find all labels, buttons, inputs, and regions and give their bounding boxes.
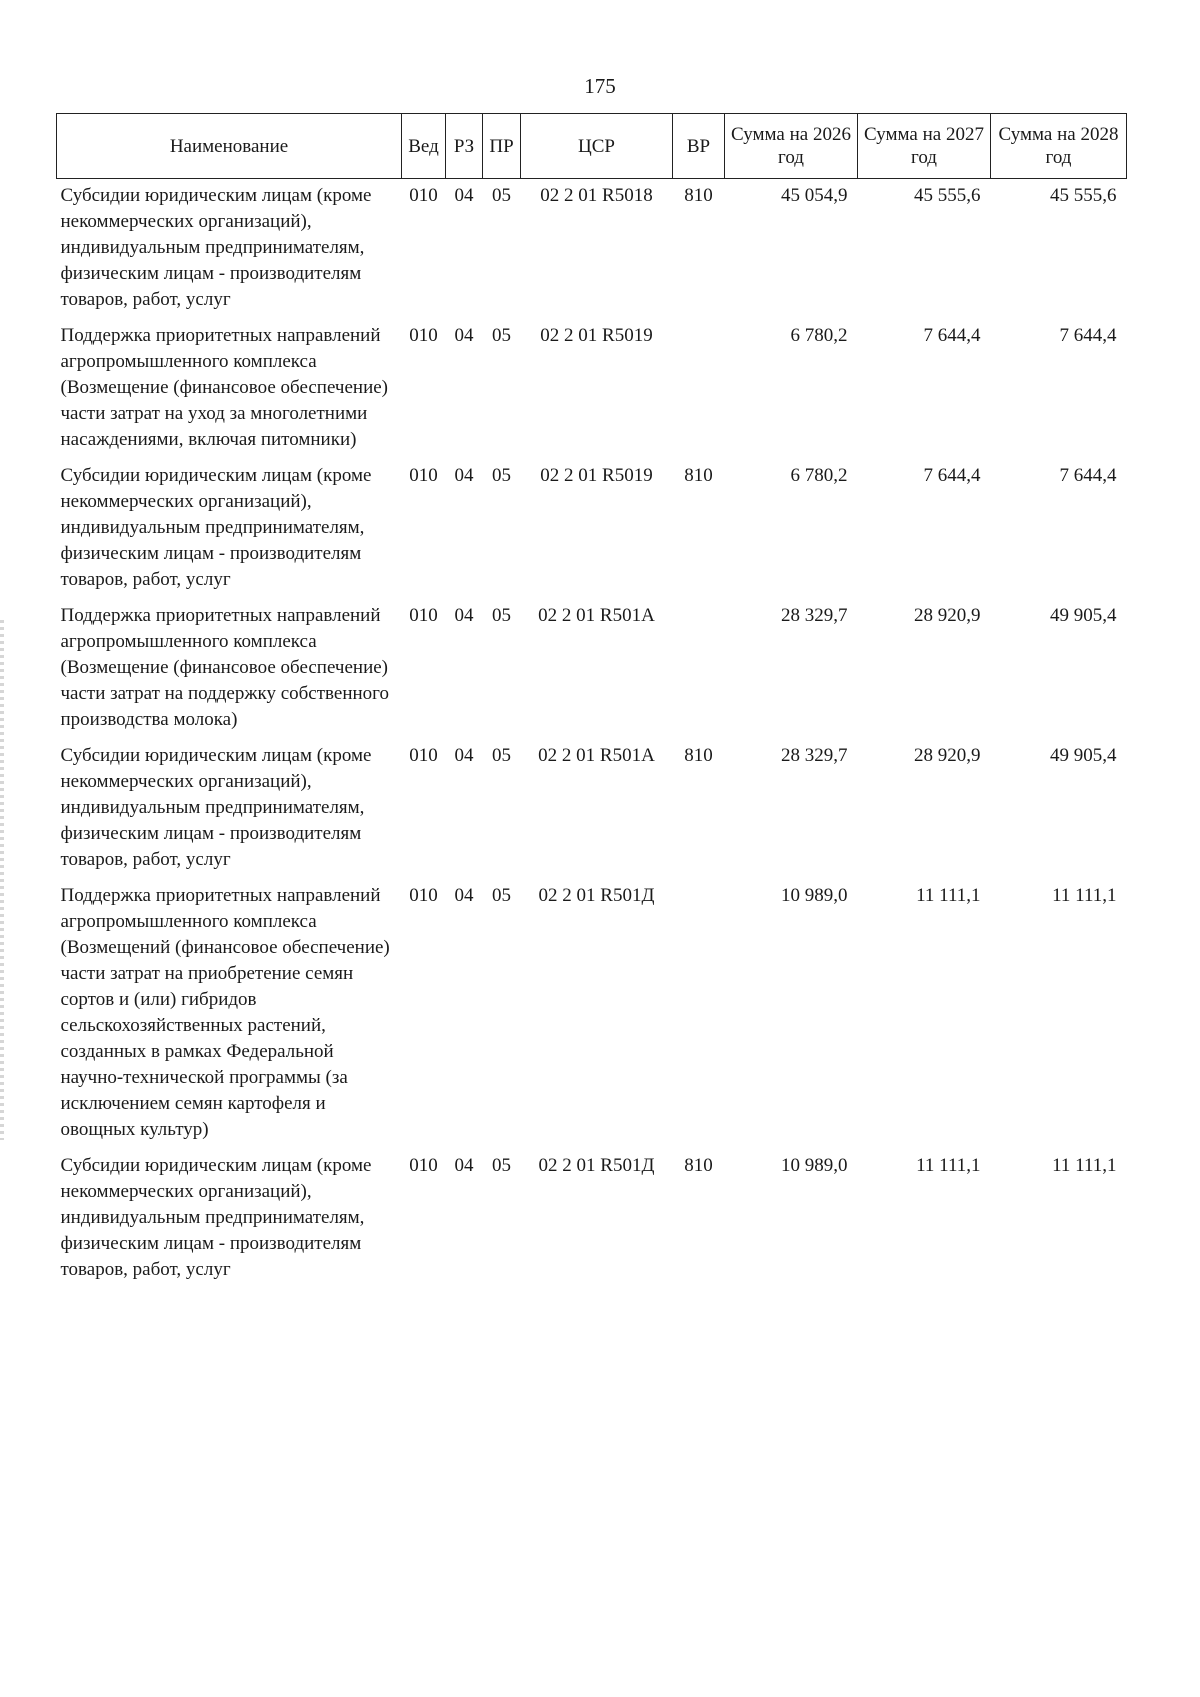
header-sum-2026: Сумма на 2026 год <box>725 114 858 179</box>
row-vr <box>677 599 721 603</box>
row-ved: 010 <box>409 185 438 206</box>
row-sum-2028: 7 644,4 <box>1059 325 1117 346</box>
row-csr: 02 2 01 R5018 <box>540 185 653 206</box>
table-row <box>57 739 1127 879</box>
header-name: Наименование <box>57 114 402 179</box>
row-sum-2027: 28 920,9 <box>914 745 981 766</box>
row-rz: 04 <box>454 1155 474 1176</box>
row-sum-2027: 11 111,1 <box>916 1155 981 1176</box>
row-sum-2026: 10 989,0 <box>781 1155 848 1176</box>
row-sum-2026: 6 780,2 <box>790 465 848 486</box>
table-row <box>57 599 1127 739</box>
row-name: Субсидии юридическим лицам (кроме некоммерческих организаций), индивидуальным предпринимателям, физическим лицам - производителям товаров, работ, услуг <box>60 1155 372 1280</box>
table-header <box>57 114 1127 179</box>
row-csr: 02 2 01 R5019 <box>540 325 653 346</box>
header-sum-2028: Сумма на 2028 год <box>991 114 1127 179</box>
table-row <box>57 879 1127 1149</box>
header-sum-2027: Сумма на 2027 год <box>858 114 991 179</box>
row-name: Субсидии юридическим лицам (кроме некоммерческих организаций), индивидуальным предпринимателям, физическим лицам - производителям товаров, работ, услуг <box>60 185 372 310</box>
row-pr: 05 <box>492 185 511 206</box>
row-pr: 05 <box>492 465 511 486</box>
row-sum-2026: 28 329,7 <box>781 745 848 766</box>
row-ved: 010 <box>409 885 438 906</box>
row-csr: 02 2 01 R501А <box>538 745 655 766</box>
table-row <box>57 1149 1127 1289</box>
row-rz: 04 <box>454 325 474 346</box>
row-sum-2027: 7 644,4 <box>923 325 981 346</box>
budget-table <box>56 113 1127 1289</box>
row-ved: 010 <box>409 465 438 486</box>
row-sum-2026: 10 989,0 <box>781 885 848 906</box>
row-vr: 810 <box>684 465 713 486</box>
row-sum-2027: 28 920,9 <box>914 605 981 626</box>
row-sum-2028: 7 644,4 <box>1059 465 1117 486</box>
table-row <box>57 179 1127 320</box>
row-name: Поддержка приоритетных направлений агропромышленного комплекса (Возмещение (финансовое обеспечение) части затрат на поддержку собственного производства молока) <box>60 605 389 730</box>
table-row <box>57 319 1127 459</box>
page-number: 175 <box>584 74 616 98</box>
header-ved: Вед <box>402 114 446 179</box>
row-sum-2026: 45 054,9 <box>781 185 848 206</box>
row-rz: 04 <box>454 745 474 766</box>
row-vr <box>677 879 721 883</box>
row-vr: 810 <box>684 185 713 206</box>
row-name: Субсидии юридическим лицам (кроме некоммерческих организаций), индивидуальным предпринимателям, физическим лицам - производителям товаров, работ, услуг <box>60 745 372 870</box>
row-name: Поддержка приоритетных направлений агропромышленного комплекса (Возмещений (финансовое обеспечение) части затрат на приобретение семян сортов и (или) гибридов сельскохозяйственных растений, созданных в рамках Федеральной научно-технической программы (за исключением семян картофеля и овощных культур) <box>60 885 390 1140</box>
row-pr: 05 <box>492 745 511 766</box>
row-sum-2026: 6 780,2 <box>790 325 848 346</box>
row-sum-2028: 45 555,6 <box>1050 185 1117 206</box>
row-pr: 05 <box>492 325 511 346</box>
row-csr: 02 2 01 R5019 <box>540 465 653 486</box>
row-sum-2028: 11 111,1 <box>1052 1155 1117 1176</box>
table-row <box>57 459 1127 599</box>
header-csr: ЦСР <box>521 114 673 179</box>
row-sum-2027: 45 555,6 <box>914 185 981 206</box>
row-name: Поддержка приоритетных направлений агропромышленного комплекса (Возмещение (финансовое обеспечение) части затрат на уход за многолетними насаждениями, включая питомники) <box>60 325 389 450</box>
row-rz: 04 <box>454 885 474 906</box>
row-rz: 04 <box>454 605 474 626</box>
row-rz: 04 <box>454 185 474 206</box>
row-sum-2028: 49 905,4 <box>1050 745 1117 766</box>
row-vr: 810 <box>684 745 713 766</box>
header-rz: РЗ <box>446 114 483 179</box>
row-sum-2027: 11 111,1 <box>916 885 981 906</box>
row-pr: 05 <box>492 885 511 906</box>
row-ved: 010 <box>409 325 438 346</box>
row-vr: 810 <box>684 1155 713 1176</box>
row-pr: 05 <box>492 605 511 626</box>
row-pr: 05 <box>492 1155 511 1176</box>
header-vr: ВР <box>673 114 725 179</box>
row-sum-2027: 7 644,4 <box>923 465 981 486</box>
row-vr <box>677 319 721 323</box>
header-pr: ПР <box>483 114 521 179</box>
row-csr: 02 2 01 R501Д <box>538 1155 655 1176</box>
scan-edge-artifact <box>0 620 4 1140</box>
row-sum-2028: 49 905,4 <box>1050 605 1117 626</box>
row-rz: 04 <box>454 465 474 486</box>
row-ved: 010 <box>409 745 438 766</box>
row-ved: 010 <box>409 1155 438 1176</box>
row-name: Субсидии юридическим лицам (кроме некоммерческих организаций), индивидуальным предпринимателям, физическим лицам - производителям товаров, работ, услуг <box>60 465 372 590</box>
row-csr: 02 2 01 R501Д <box>538 885 655 906</box>
row-ved: 010 <box>409 605 438 626</box>
row-sum-2028: 11 111,1 <box>1052 885 1117 906</box>
table-body <box>57 179 1127 1290</box>
row-sum-2026: 28 329,7 <box>781 605 848 626</box>
row-csr: 02 2 01 R501А <box>538 605 655 626</box>
